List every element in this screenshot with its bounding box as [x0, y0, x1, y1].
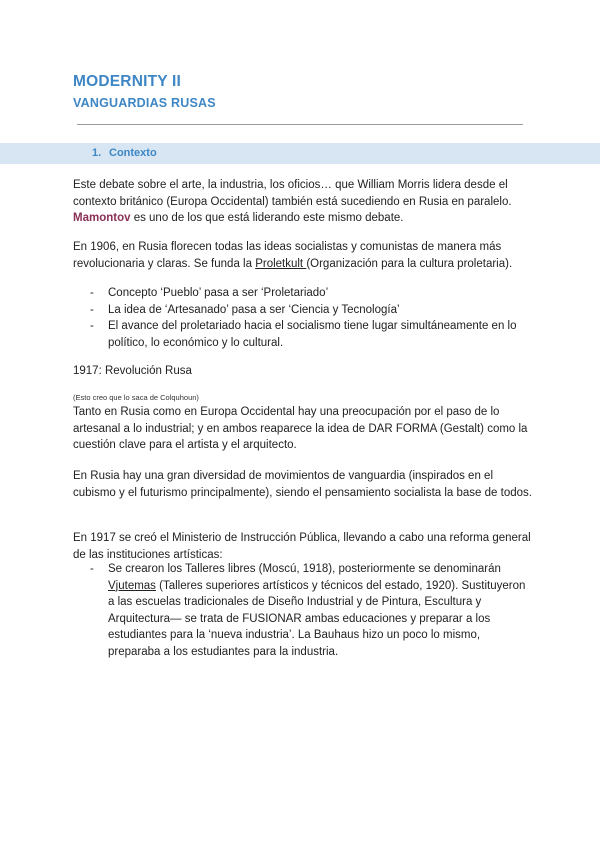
list-item-text-rest: (Talleres superiores artísticos y técnicos del estado, 1920). Sustituyeron a las escuelas tradicionales de Diseño Industrial y de Pintura, Escultura y Arquitectura— se trata de FUSIONAR ambas educaciones y preparar a los estudiantes para la ‘nueva industria’. La Bauhaus hizo un poco lo mismo, preparaba a los estudiantes para la industria.: [108, 579, 526, 658]
revolution-line: 1917: Revolución Rusa: [73, 365, 192, 377]
section-heading: [92, 147, 157, 159]
section-title: Contexto: [109, 147, 157, 159]
document-title: MODERNITY II: [73, 73, 182, 90]
dash-bullet: -: [90, 563, 94, 575]
paragraph-1906-rest: (Organización para la cultura proletaria).: [306, 257, 513, 270]
section-number: 1.: [92, 147, 102, 159]
dash-bullet: -: [90, 320, 94, 333]
proletkult-link[interactable]: Proletkult: [255, 257, 307, 270]
document-subtitle: VANGUARDIAS RUSAS: [73, 96, 216, 110]
list-item: [73, 302, 533, 319]
paragraph-intro-text: Este debate sobre el arte, la industria, los oficios… que William Morris lidera desde el contexto británico (Europa Occidental) también está sucediendo en Rusia en paralelo.: [73, 179, 512, 208]
list-item: [73, 561, 533, 661]
list-item-text: El avance del proletariado hacia el socialismo tiene lugar simultáneamente en lo político, lo económico y lo cultural.: [108, 320, 517, 349]
paragraph-vanguard: En Rusia hay una gran diversidad de movimientos de vanguardia (inspirados en el cubismo y el futurismo principalmente), siendo el pensamiento socialista la base de todos.: [73, 470, 532, 499]
list-item: [73, 285, 533, 302]
paragraph-1917: En 1917 se creó el Ministerio de Instrucción Pública, llevando a cabo una reforma general de las instituciones artísticas:: [73, 532, 531, 561]
paragraph-1906: [73, 239, 533, 272]
paragraph-intro-rest: es uno de los que está liderando este mismo debate.: [130, 212, 404, 225]
section-header-band: [0, 143, 600, 164]
vjutemas-link[interactable]: Vjutemas: [108, 579, 156, 592]
title-divider: [77, 124, 523, 125]
list-item-text: La idea de ‘Artesanado’ pasa a ser ‘Ciencia y Tecnología’: [108, 303, 400, 316]
source-note: (Esto creo que lo saca de Colquhoun): [73, 393, 199, 402]
dash-bullet: -: [90, 303, 94, 316]
list-item: [73, 318, 533, 351]
list-item-text: Se crearon los Talleres libres (Moscú, 1918), posteriormente se denominarán: [108, 563, 501, 575]
proletkult-list: [73, 285, 533, 351]
paragraph-1906-text: En 1906, en Rusia florecen todas las ideas socialistas y comunistas de manera más revolucionaria y claras. Se funda la: [73, 241, 502, 270]
paragraph-gestalt: Tanto en Rusia como en Europa Occidental hay una preocupación por el paso de lo artesanal a lo industrial; y en ambos reaparece la idea de DAR FORMA (Gestalt) como la cuestión clave para el artista y el arquitecto.: [73, 406, 528, 452]
list-item-text: Concepto ‘Pueblo’ pasa a ser ‘Proletariado’: [108, 287, 329, 299]
highlight-mamontov: Mamontov: [73, 212, 131, 225]
dash-bullet: -: [90, 287, 94, 299]
reform-list: [73, 561, 533, 661]
paragraph-intro: [73, 177, 533, 227]
